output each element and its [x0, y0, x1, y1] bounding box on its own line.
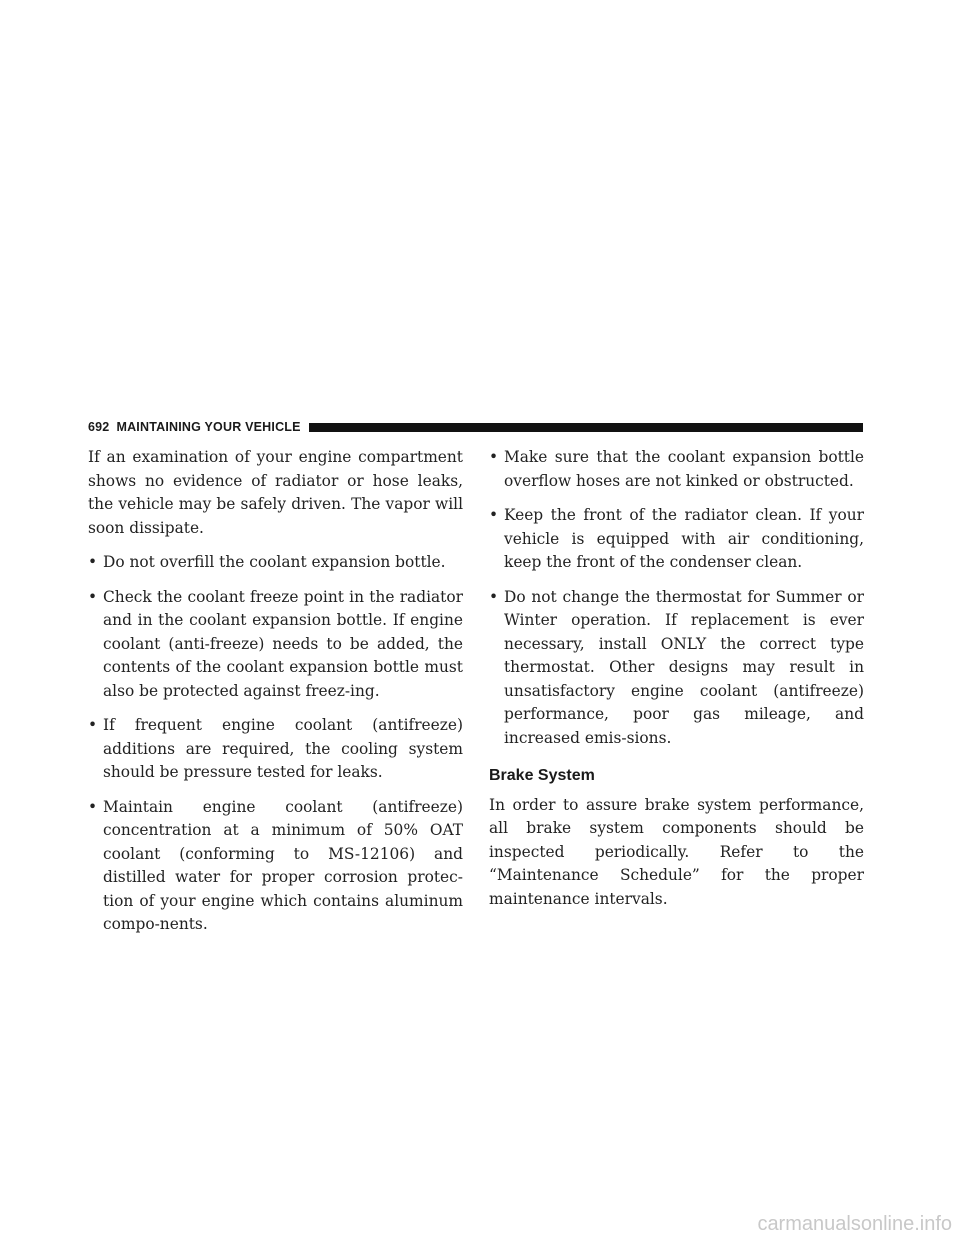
list-item-text: Check the coolant freeze point in the radiator and in the coolant expansion bottle. If engine coolant (anti-freeze) needs to be added, the contents of the coolant expansion bottle must also be protected against freez-ing.: [103, 587, 463, 700]
list-item: [489, 586, 864, 751]
section-title: MAINTAINING YOUR VEHICLE: [116, 420, 301, 434]
list-item: [489, 504, 864, 575]
bullet-icon: •: [88, 716, 98, 734]
list-item-text: Do not change the thermostat for Summer or Winter operation. If replacement is ever necessary, install ONLY the correct type thermostat. Other designs may result in unsatisfactory engine coolant (antifreeze) performance, poor gas mileage, and increased emis-sions.: [504, 587, 864, 747]
page-header: [88, 418, 863, 436]
list-item-text: Keep the front of the radiator clean. If your vehicle is equipped with air conditioning, keep the front of the condenser clean.: [504, 506, 864, 571]
bullet-icon: •: [489, 448, 499, 466]
list-item-text: Do not overfill the coolant expansion bottle.: [103, 553, 446, 571]
bullet-icon: •: [88, 553, 98, 571]
list-item-text: Maintain engine coolant (antifreeze) concentration at a minimum of 50% OAT coolant (conforming to MS-12106) and distilled water for proper corrosion protec-tion of your engine which contains aluminum compo-nents.: [103, 797, 463, 933]
brake-system-heading: Brake System: [489, 767, 595, 784]
list-item-text: If frequent engine coolant (antifreeze) additions are required, the cooling system should be pressure tested for leaks.: [103, 716, 463, 781]
watermark: carmanualsonline.info: [757, 1213, 952, 1235]
right-column: [489, 446, 864, 922]
page-number: 692: [88, 420, 110, 434]
list-item: [88, 714, 463, 785]
list-item: [88, 551, 463, 575]
bullet-icon: •: [88, 797, 98, 816]
list-item: [88, 586, 463, 704]
bullet-icon: •: [489, 506, 499, 524]
brake-system-paragraph: In order to assure brake system performance, all brake system components should be inspected periodically. Refer to the “Maintenance Schedule” for the proper maintenance intervals.: [489, 795, 864, 908]
bullet-icon: •: [489, 587, 499, 606]
list-item-text: Make sure that the coolant expansion bottle overflow hoses are not kinked or obstructed.: [504, 448, 864, 490]
bullet-icon: •: [88, 587, 98, 606]
intro-paragraph: If an examination of your engine compartment shows no evidence of radiator or hose leaks, the vehicle may be safely driven. The vapor will soon dissipate.: [88, 448, 463, 537]
left-column: [88, 446, 463, 948]
list-item: [489, 446, 864, 493]
header-rule: [309, 423, 863, 432]
list-item: [88, 796, 463, 937]
